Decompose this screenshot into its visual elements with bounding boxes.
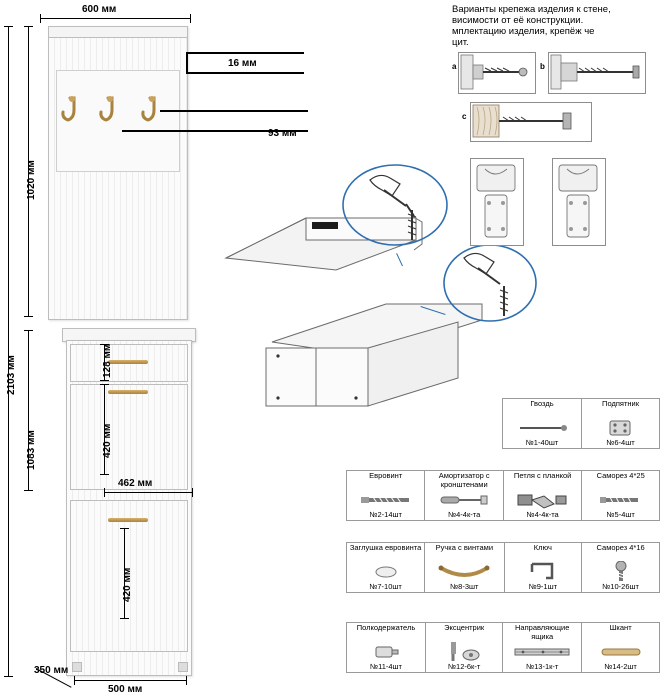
door-lower-handle[interactable] [108, 518, 148, 522]
key-icon [528, 562, 558, 582]
parts-cell [582, 471, 660, 521]
dim-drawer-height: 128 мм [102, 343, 113, 378]
coat-hook-icon [60, 96, 86, 132]
parts-cell [582, 623, 660, 673]
cam-lock-icon [447, 642, 481, 662]
cabinet-leg [72, 662, 82, 672]
drawer-slide-icon [513, 642, 571, 662]
dim-tick-upper-bottom [24, 316, 33, 317]
parts-cell [347, 471, 425, 521]
part-number: №9-1шт [528, 582, 558, 591]
parts-cell [503, 623, 582, 673]
shelf-support-icon [370, 642, 402, 662]
parts-cell [503, 471, 581, 521]
part-number: №7-10шт [369, 582, 402, 591]
mount-label-c: c [462, 112, 467, 121]
part-name: Шкант [609, 623, 632, 632]
part-name: Амортизатор с кронштенами [438, 471, 490, 489]
dim-tick-dw-right [192, 488, 193, 497]
leader-93mm-a [160, 110, 308, 112]
part-name: Полкодержатель [356, 623, 416, 632]
part-name: Саморез 4*16 [596, 543, 645, 552]
dim-tick-bw-right [186, 676, 187, 685]
dim-tick-lower-bottom [24, 490, 33, 491]
upper-panel-top-edge [48, 26, 188, 38]
drawer-handle[interactable] [108, 360, 148, 364]
part-number: №1-40шт [525, 438, 559, 447]
part-name: Саморез 4*25 [596, 471, 645, 480]
door-upper-handle[interactable] [108, 390, 148, 394]
hinge-plate-right-icon [553, 159, 603, 243]
dim-total-height: 2103 мм [6, 355, 17, 395]
table-row [503, 399, 660, 449]
footplate-icon [608, 418, 634, 438]
coat-hook-icon [98, 96, 124, 132]
mounting-note [452, 4, 657, 48]
dim-tick-total-bottom [4, 676, 13, 677]
part-name: Гвоздь [530, 399, 554, 408]
hinge-icon [516, 490, 570, 510]
dim-tick-door2-bottom [120, 618, 129, 619]
cabinet-leg [178, 662, 188, 672]
dim-line-door-width [104, 492, 192, 493]
parts-cell [347, 543, 425, 593]
note-line-2: висимости от её конструкции. [452, 15, 584, 26]
dim-width-top: 600 мм [82, 4, 117, 15]
dim-93mm: 93 мм [268, 128, 297, 139]
hammer-screw-callout-lower-icon [440, 240, 540, 326]
parts-cell [582, 399, 660, 449]
part-name: Направляющие ящика [515, 623, 570, 641]
part-number: №6-4шт [606, 438, 635, 447]
part-name: Подпятник [602, 399, 639, 408]
dim-lower-height: 1083 мм [26, 430, 37, 470]
parts-cell [347, 623, 426, 673]
dim-tick-upper-top [24, 26, 33, 27]
table-row [347, 623, 660, 673]
part-number: №8-3шт [450, 582, 479, 591]
parts-cell [425, 471, 503, 521]
part-name: Эксцентрик [444, 623, 485, 632]
dim-tick-door2-top [120, 528, 129, 529]
leader-16mm-b [186, 72, 304, 74]
cap-icon [373, 562, 399, 582]
parts-cell [425, 543, 504, 593]
dim-tick-left [40, 14, 41, 23]
dim-door-width: 462 мм [118, 478, 153, 489]
leader-16mm-connector [186, 52, 188, 74]
dim-line-total-height [8, 26, 9, 676]
dim-tick-drawer-bottom [100, 380, 109, 381]
part-name: Ручка с винтами [435, 543, 494, 552]
parts-table-row-4 [346, 622, 660, 673]
dim-base-depth: 350 мм [34, 665, 69, 676]
dim-door-height-2: 420 мм [122, 567, 133, 602]
screw-small-icon [611, 562, 631, 582]
parts-cell [426, 623, 503, 673]
part-name: Евровинт [369, 471, 403, 480]
dim-base-width: 500 мм [108, 684, 143, 695]
note-line-3: мплектацию изделия, крепёж че [452, 26, 595, 37]
door-upper[interactable] [70, 384, 188, 490]
dim-tick-total-top [4, 26, 13, 27]
part-number: №12-6к-т [447, 662, 481, 671]
hammer-screw-callout-icon [340, 160, 450, 250]
dowel-icon [598, 642, 644, 662]
euroscrew-icon [359, 490, 413, 510]
part-number: №11-4шт [370, 662, 402, 671]
note-line-4: цит. [452, 37, 469, 48]
parts-table-row-2 [346, 470, 660, 521]
dim-tick-door1-top [100, 384, 109, 385]
handle-icon [437, 562, 491, 582]
mount-label-b: b [540, 62, 545, 71]
part-number: №4-4к-та [526, 510, 559, 519]
note-line-1: Варианты крепежа изделия к стене, [452, 4, 611, 15]
screw-icon [598, 490, 644, 510]
leader-16mm-a [186, 52, 304, 54]
dim-tick-right [190, 14, 191, 23]
dim-line-base-width [74, 680, 186, 681]
wall-anchor-a-icon [459, 53, 533, 91]
part-number: №5-4шт [606, 510, 635, 519]
mount-label-a: a [452, 62, 457, 71]
dim-16mm: 16 мм [228, 58, 257, 69]
part-number: №13-1к-т [526, 662, 559, 671]
hinge-plate-left-icon [471, 159, 521, 243]
part-name: Ключ [533, 543, 552, 552]
parts-table-row-3 [346, 542, 660, 593]
part-name: Заглушка евровинта [349, 543, 422, 552]
parts-table-row-1 [502, 398, 660, 449]
part-number: №14-2шт [604, 662, 637, 671]
wall-anchor-c-icon [471, 103, 589, 139]
damper-icon [437, 490, 491, 510]
table-row [347, 471, 660, 521]
dim-door-height-1: 420 мм [102, 423, 113, 458]
dim-tick-bw-left [74, 676, 75, 685]
parts-cell [504, 543, 582, 593]
dim-tick-door1-bottom [100, 474, 109, 475]
dim-line-width-top [40, 18, 190, 19]
part-number: №4-4к-та [448, 510, 481, 519]
part-name: Петля с планкой [513, 471, 572, 480]
wall-anchor-b-icon [549, 53, 643, 91]
part-number: №10-26шт [602, 582, 639, 591]
parts-cell [503, 399, 582, 449]
parts-cell [582, 543, 660, 593]
dim-tick-dw-left [104, 488, 105, 497]
dim-tick-lower-top [24, 330, 33, 331]
part-number: №2-14шт [369, 510, 402, 519]
dim-upper-height: 1020 мм [26, 160, 37, 200]
table-row [347, 543, 660, 593]
nail-icon [516, 418, 568, 438]
coat-hook-icon [140, 96, 166, 132]
